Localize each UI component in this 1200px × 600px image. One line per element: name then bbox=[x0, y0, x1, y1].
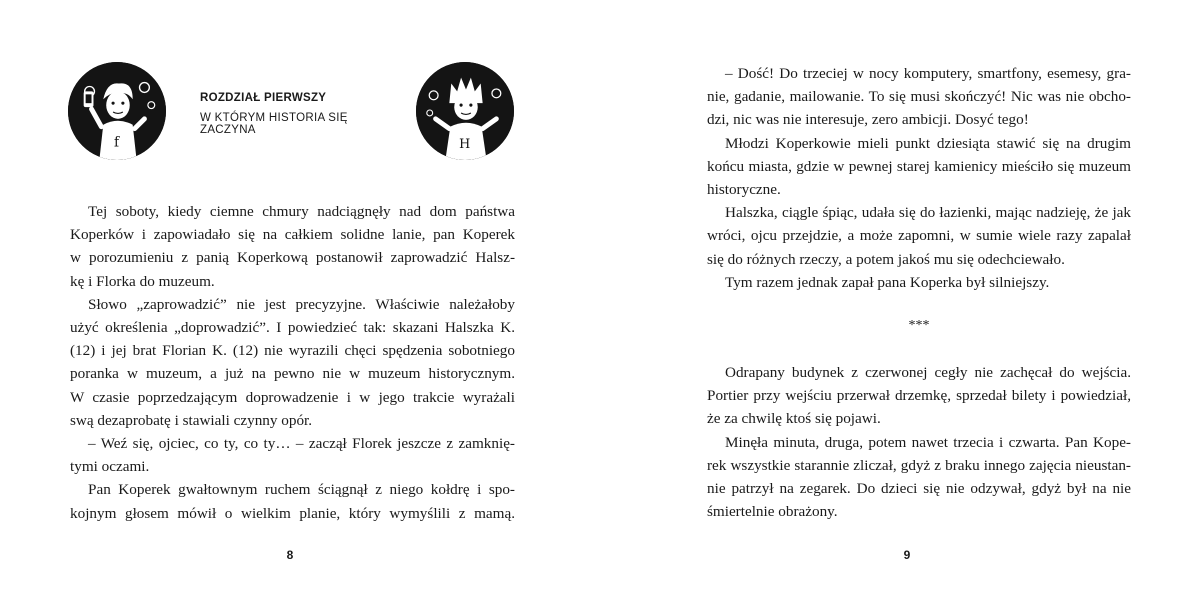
text-line: użyć określenia „doprowadzić”. I powiedzieć tak: skazani Halszka K. bbox=[70, 319, 515, 337]
text-line: Tej soboty, kiedy ciemne chmury nadciągnęły nad dom państwa bbox=[88, 203, 515, 220]
text-line: śmiertelnie obrażony. bbox=[707, 503, 838, 521]
text-line: kę i Florka do muzeum. bbox=[70, 272, 215, 290]
page-number: 8 bbox=[286, 548, 294, 562]
text-line: że za chwilę ktoś się pojawi. bbox=[707, 410, 881, 428]
text-line: końcu miasta, gdzie w pewnej starej kamienicy mieściło się muzeum bbox=[707, 157, 1131, 175]
text-line: Słowo „zaprowadzić” nie jest precyzyjne. Właściwie należałoby bbox=[88, 295, 515, 313]
page-number: 9 bbox=[903, 548, 911, 562]
text-line: Odrapany budynek z czerwonej cegły nie zachęcał do wejścia. bbox=[725, 364, 1131, 381]
text-line: Młodzi Koperkowie mieli punkt dziesiąta stawić się na drugim bbox=[725, 134, 1131, 152]
text-line: – Weź się, ojciec, co ty, co ty… – zaczął Florek jeszcze z zamknię- bbox=[88, 435, 515, 453]
text-line: nie patrzył na zegarek. Do dzieci się nie odzywał, gdyż był na nie bbox=[707, 480, 1131, 498]
text-line: rek wszystkie starannie zliczał, gdyż z braku innego zajęcia nieustan- bbox=[707, 456, 1131, 474]
right-page-body-top bbox=[707, 62, 1131, 294]
svg-text:f: f bbox=[114, 134, 120, 151]
text-line: kojnym głosem mówił o wielkim planie, który wymyślili z mamą. bbox=[70, 504, 515, 522]
text-line: tymi oczami. bbox=[70, 458, 150, 476]
text-line: się do różnych rzeczy, a potem jakoś mu się odechciewało. bbox=[707, 250, 1065, 268]
chapter-subtitle: W KTÓRYM HISTORIA SIĘ ZACZYNA bbox=[200, 112, 348, 136]
left-page-body bbox=[70, 200, 515, 525]
text-line: dzi, nic was nie interesuje, zero ambicji. Dosyć tego! bbox=[707, 111, 1029, 129]
text-line: wróci, ojcu przejdzie, a może zapomni, w sumie wiele razy zapalał bbox=[707, 227, 1131, 245]
text-line: W czasie poprzedzającym doprowadzenie i w jego trakcie wyrażali bbox=[70, 388, 515, 406]
text-line: nie, gadanie, mailowanie. To się musi skończyć! Nic was nie obcho- bbox=[707, 88, 1131, 106]
text-line: Tym razem jednak zapał pana Koperka był silniejszy. bbox=[725, 273, 1050, 291]
text-line: poranka w muzeum, a już na pewno nie w muzeum historycznym. bbox=[70, 365, 515, 383]
girl-illustration-icon bbox=[416, 62, 514, 160]
text-line: swą dezaprobatę i stawiali czynny opór. bbox=[70, 411, 313, 429]
text-line: – Dość! Do trzeciej w nocy komputery, smartfony, esemesy, gra- bbox=[725, 65, 1131, 82]
right-page-body-bottom bbox=[707, 361, 1131, 523]
svg-text:H: H bbox=[459, 137, 471, 153]
chapter-label: ROZDZIAŁ PIERWSZY bbox=[200, 92, 327, 104]
text-line: historyczne. bbox=[707, 181, 781, 199]
text-line: Halszka, ciągle śpiąc, udała się do łazienki, mając nadzieję, że jak bbox=[725, 204, 1131, 222]
text-line: Portier przy wejściu przerwał drzemkę, sprzedał bilety i powiedział, bbox=[707, 387, 1131, 405]
chapter-heading bbox=[200, 92, 400, 136]
text-line: Pan Koperek gwałtownym ruchem ściągnął z niego kołdrę i spo- bbox=[88, 481, 515, 499]
section-separator: *** bbox=[908, 318, 930, 333]
right-page bbox=[600, 0, 1200, 600]
boy-with-phone-illustration-icon bbox=[68, 62, 166, 160]
text-line: (12) i jej brat Florian K. (12) nie wyrazili chęci spędzenia sobotniego bbox=[70, 342, 515, 360]
text-line: Minęła minuta, druga, potem nawet trzecia i czwarta. Pan Kope- bbox=[725, 433, 1131, 451]
text-line: Koperków i zapowiadało się na całkiem solidne lanie, pan Koperek bbox=[70, 226, 515, 244]
text-line: w porozumieniu z panią Koperkową postanowił zaprowadzić Halsz- bbox=[70, 249, 515, 267]
